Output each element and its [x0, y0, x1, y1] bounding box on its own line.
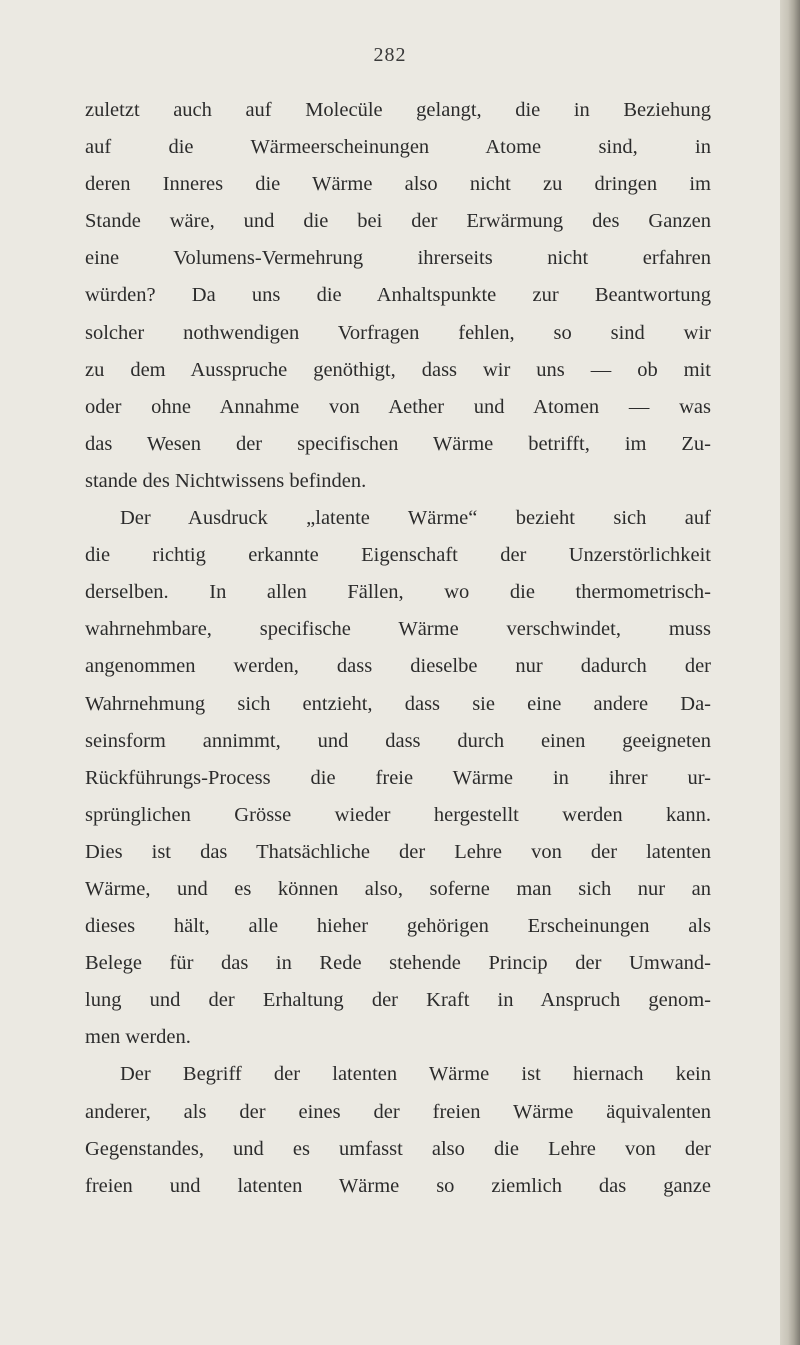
text-line: angenommen werden, dass dieselbe nur dadurch der [85, 655, 711, 678]
text-line: eine Volumens-Vermehrung ihrerseits nicht erfahren [85, 247, 711, 270]
text-line: anderer, als der eines der freien Wärme äquivalenten [85, 1100, 711, 1123]
text-line: freien und latenten Wärme so ziemlich das ganze [85, 1174, 711, 1197]
page-edge-shadow [780, 0, 800, 1345]
text-line: das Wesen der specifischen Wärme betrifft, im Zu- [85, 432, 711, 455]
text-line: zuletzt auch auf Molecüle gelangt, die in Beziehung [85, 99, 711, 121]
text-line: die richtig erkannte Eigenschaft der Unzerstörlichkeit [85, 544, 711, 567]
body-text [85, 92, 711, 1205]
text-line: Der Ausdruck „latente Wärme“ bezieht sich auf [120, 507, 711, 530]
text-line: Der Begriff der latenten Wärme ist hiernach kein [120, 1063, 711, 1086]
text-line: Wärme, und es können also, soferne man sich nur an [85, 877, 711, 900]
text-line: Stande wäre, und die bei der Erwärmung des Ganzen [85, 210, 711, 233]
text-line: Wahrnehmung sich entzieht, dass sie eine andere Da- [85, 692, 711, 715]
page-number: 282 [373, 44, 407, 66]
text-line: seinsform annimmt, und dass durch einen geeigneten [85, 729, 711, 752]
text-line: lung und der Erhaltung der Kraft in Anspruch genom- [85, 989, 711, 1012]
text-line: men werden. [85, 1026, 191, 1049]
text-line: Belege für das in Rede stehende Princip der Umwand- [85, 952, 711, 975]
text-line: wahrnehmbare, specifische Wärme verschwindet, muss [85, 618, 711, 641]
text-line: stande des Nichtwissens befinden. [85, 469, 367, 492]
text-line: würden? Da uns die Anhaltspunkte zur Beantwortung [85, 284, 711, 307]
text-line: sprünglichen Grösse wieder hergestellt werden kann. [85, 803, 711, 826]
text-line: dieses hält, alle hieher gehörigen Erscheinungen als [85, 915, 711, 938]
text-line: derselben. In allen Fällen, wo die thermometrisch- [85, 581, 711, 604]
text-line: deren Inneres die Wärme also nicht zu dringen im [85, 173, 711, 196]
text-line: oder ohne Annahme von Aether und Atomen — was [85, 395, 711, 418]
text-line: auf die Wärmeerscheinungen Atome sind, in [85, 136, 711, 159]
text-line: Dies ist das Thatsächliche der Lehre von der latenten [85, 840, 711, 863]
text-line: zu dem Ausspruche genöthigt, dass wir uns — ob mit [85, 358, 711, 381]
text-line: Rückführungs-Process die freie Wärme in ihrer ur- [85, 766, 711, 789]
text-line: Gegenstandes, und es umfasst also die Lehre von der [85, 1137, 711, 1160]
text-line: solcher nothwendigen Vorfragen fehlen, so sind wir [85, 321, 711, 344]
